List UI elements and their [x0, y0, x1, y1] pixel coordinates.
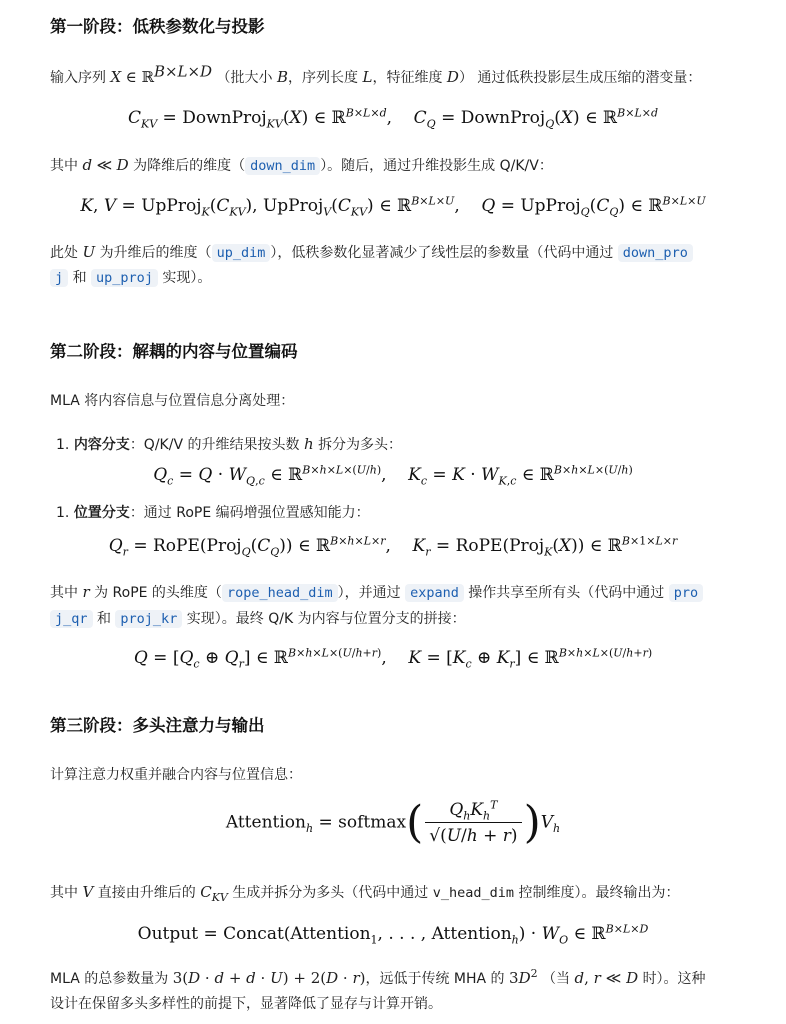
stage1-where: 其中 d ≪ D 为降维后的维度（ down_dim ）。随后，通过升维投影生成 Q/K/V： — [50, 156, 553, 174]
code-down-proj-tail: j — [50, 269, 68, 287]
equation-concat-qk: $Q = [Q_c$ ⊕ $Q_r$] ∈ ℝ$^{B\times h\times L\times(U/h+r)}$, $K = [K_c$ ⊕ $K_r$] ∈ ℝ$^{B\times h\times L\times(U/h+r)}$ — [133, 646, 653, 671]
stage1-heading: 第一阶段：低秩参数化与投影 — [50, 17, 265, 36]
stage2-where: 其中 r 为 RoPE 的头维度（ rope_head_dim ），并通过 expand 操作共享至所有头（代码中通过 pro — [50, 581, 703, 604]
code-up-proj: up_proj — [91, 269, 158, 287]
stage3-intro: 计算注意力权重并融合内容与位置信息： — [50, 767, 302, 783]
code-down-proj: down_pro — [618, 244, 693, 262]
stage1-intro: 输入序列 X ∈ ℝ$^{B\times L\times D}$ （批大小 B，序列长度 L，特征维度 D） 通过低秩投影层生成压缩的潜变量： — [50, 62, 702, 86]
equation-latent: $C_{KV}$ = DownProj$_{KV}$(X) ∈ ℝ$^{B\times L\times d}$, $C_Q$ = DownProj$_Q$(X) ∈ ℝ$^{B\times L\times d}$ — [127, 106, 659, 131]
equation-rope: $Q_r$ = $RoPE(Proj_Q(C_Q))$ ∈ ℝ$^{B\times h\times L\times r}$, $K_r$ = RoPE(Proj$_K$(X)) ∈ ℝ$^{B\times 1\times L\times r}$ — [108, 534, 678, 559]
code-proj-qr-tail: j_qr — [50, 610, 93, 628]
equation-upproj: K, $V = UpProj_K(C_{KV})$, $UpProj_V(C_{KV})$ ∈ ℝ$^{B\times L\times U}$, $Q = UpProj_Q(C_Q)$ ∈ ℝ$^{B\times L\times U}$ — [80, 194, 706, 219]
equation-attention: Attention$_h$ = softmax( $\frac{Q_hK_h^T}{√(U/h + r)}$ )$V_h$ — [225, 797, 561, 848]
code-down-dim: down_dim — [245, 157, 320, 175]
stage2-where-line2: j_qr 和 proj_kr 实现）。最终 Q/K 为内容与位置分支的拼接： — [50, 608, 466, 630]
stage1-after: 此处 U 为升维后的维度（ up_dim ），低秩参数化显著减少了线性层的参数量（代码中通过 down_pro — [50, 241, 693, 264]
code-proj-qr: pro — [669, 584, 703, 602]
list-item-position-branch: 1. 位置分支：通过 RoPE 编码增强位置感知能力： — [56, 505, 370, 521]
code-expand: expand — [405, 584, 464, 602]
stage1-after-line2: j 和 up_proj 实现）。 — [50, 267, 211, 289]
stage3-heading: 第三阶段：多头注意力与输出 — [50, 716, 265, 735]
stage3-where: 其中 V 直接由升维后的 $C_{KV}$ 生成并拆分为多头（代码中通过 v_head_dim 控制维度）。最终输出为： — [50, 883, 680, 904]
stage3-total-params: MLA 的总参数量为 3(D · d + d · U) + 2(D · r)，远低于传统 MHA 的 $3D^2$ （当 d, r ≪ D 时）。这种 — [50, 967, 706, 987]
stage2-intro: MLA 将内容信息与位置信息分离处理： — [50, 393, 295, 409]
equation-output: Output = Concat(Attention$_1$, . . . , Attention$_h$) · $W_O$ ∈ ℝ$^{B\times L\times D}$ — [137, 922, 649, 947]
code-rope-head-dim: rope_head_dim — [222, 584, 338, 602]
stage3-last-line: 设计在保留多头多样性的前提下，显著降低了显存与计算开销。 — [50, 996, 442, 1012]
equation-content-split: $Q_c = Q \cdot W_{Q,c}$ ∈ ℝ$^{B\times h\times L\times(U/h)}$, $K_c = K \cdot W_{K,c}$ ∈ ℝ$^{B\times h\times L\times(U/h)}$ — [153, 463, 633, 488]
list-item-content-branch: 1. 内容分支：Q/K/V 的升维结果按头数 h 拆分为多头： — [56, 435, 403, 453]
code-up-dim: up_dim — [212, 244, 271, 262]
code-v-head-dim: v_head_dim — [432, 885, 515, 901]
stage2-heading: 第二阶段：解耦的内容与位置编码 — [50, 342, 298, 361]
code-proj-kr: proj_kr — [115, 610, 182, 628]
